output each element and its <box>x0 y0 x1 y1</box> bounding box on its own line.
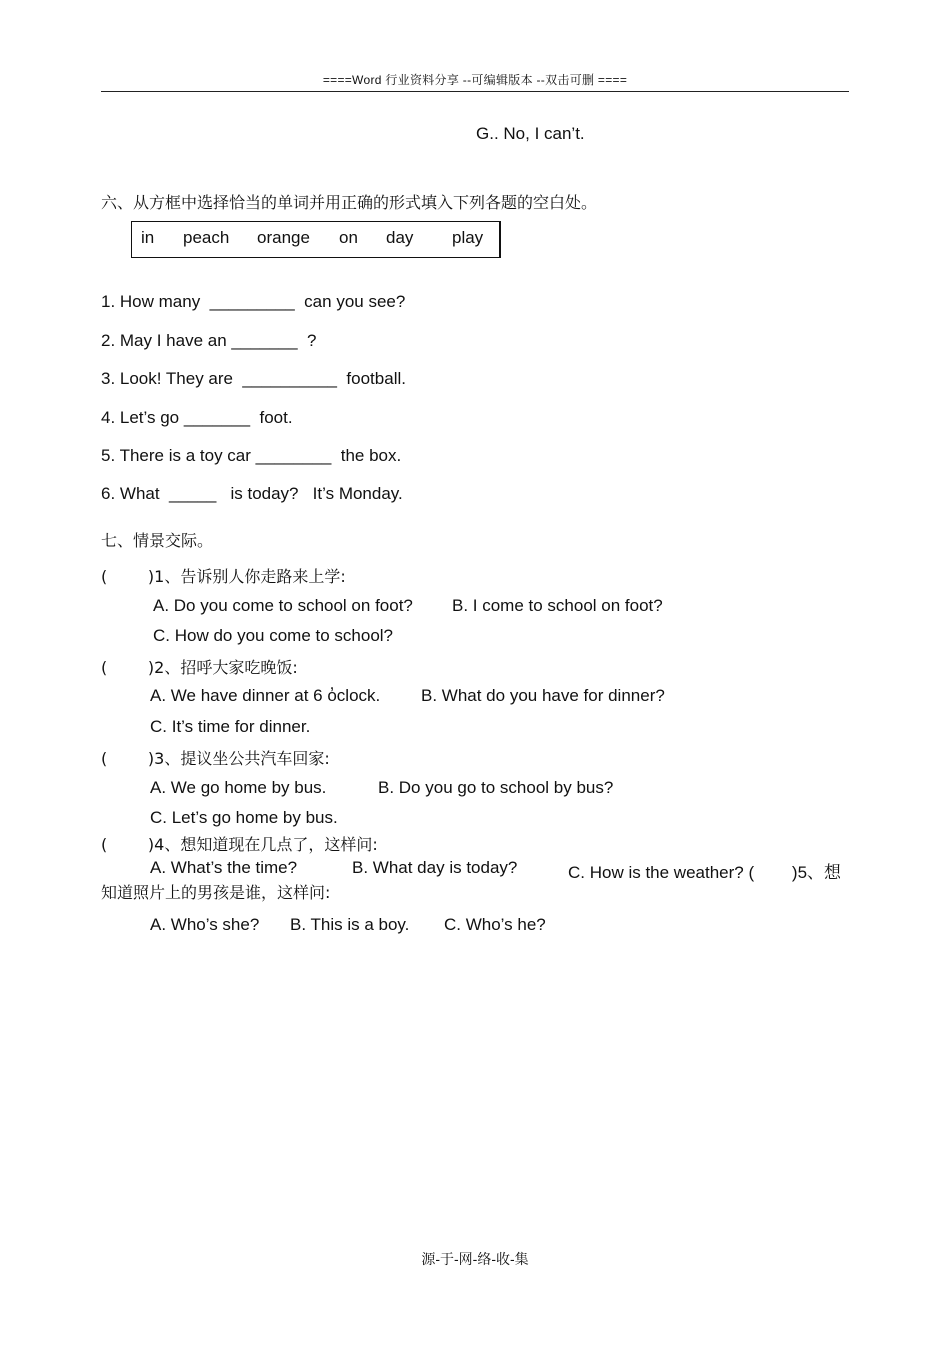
word-box-item: orange <box>257 228 310 247</box>
option-a: A. We have dinner at 6 o̓clock. <box>150 686 381 705</box>
fill-question: 2. May I have an _______ ? <box>101 331 317 350</box>
option-a: A. Who’s she? <box>150 915 260 934</box>
word-box-item: in <box>141 228 155 247</box>
option-a: A. Do you come to school on foot? <box>153 596 413 615</box>
option-b: B. What day is today? <box>352 858 518 877</box>
option-a: A. What’s the time? <box>150 858 298 877</box>
option-c: C. How do you come to school? <box>153 626 394 645</box>
word-box-item: peach <box>183 228 230 247</box>
option-b: B. I come to school on foot? <box>452 596 663 615</box>
fill-question: 3. Look! They are __________ football. <box>101 369 406 388</box>
header-divider <box>101 91 849 92</box>
fill-question: 5. There is a toy car ________ the box. <box>101 446 402 465</box>
fill-question: 1. How many _________ can you see? <box>101 292 406 311</box>
option-c: C. It’s time for dinner. <box>150 717 311 736</box>
word-box-item: on <box>339 228 358 247</box>
question-stem: ( )1、告诉别人你走路来上学: <box>101 567 346 586</box>
question-stem: ( )4、想知道现在几点了，这样问: <box>101 835 378 854</box>
page-header: ====Word 行业资料分享 --可编辑版本 --双击可删 ==== <box>322 73 628 87</box>
question-stem: ( )3、提议坐公共汽车回家: <box>101 749 330 768</box>
question-stem: ( )2、招呼大家吃晚饭: <box>101 658 298 677</box>
option-c: C. Let’s go home by bus. <box>150 808 338 827</box>
question-stem-continued: 知道照片上的男孩是谁，这样问: <box>101 883 331 902</box>
option-b: B. Do you go to school by bus? <box>378 778 614 797</box>
option-a: A. We go home by bus. <box>150 778 327 797</box>
word-box-item: day <box>386 228 414 247</box>
word-box-item: play <box>452 228 484 247</box>
section7-title: 七、情景交际。 <box>101 531 214 550</box>
option-b: B. This is a boy. <box>290 915 410 934</box>
section6-title: 六、从方框中选择恰当的单词并用正确的形式填入下列各题的空白处。 <box>101 193 598 212</box>
option-b: B. What do you have for dinner? <box>421 686 665 705</box>
option-g: G.. No, I can’t. <box>476 124 585 143</box>
word-box <box>131 221 501 258</box>
page-footer: 源-于-网-络-收-集 <box>421 1251 529 1267</box>
fill-question: 4. Let’s go _______ foot. <box>101 408 293 427</box>
option-c: C. How is the weather? ( )5、想 <box>568 863 842 882</box>
option-c: C. Who’s he? <box>444 915 546 934</box>
fill-question: 6. What _____ is today? It’s Monday. <box>101 484 403 503</box>
